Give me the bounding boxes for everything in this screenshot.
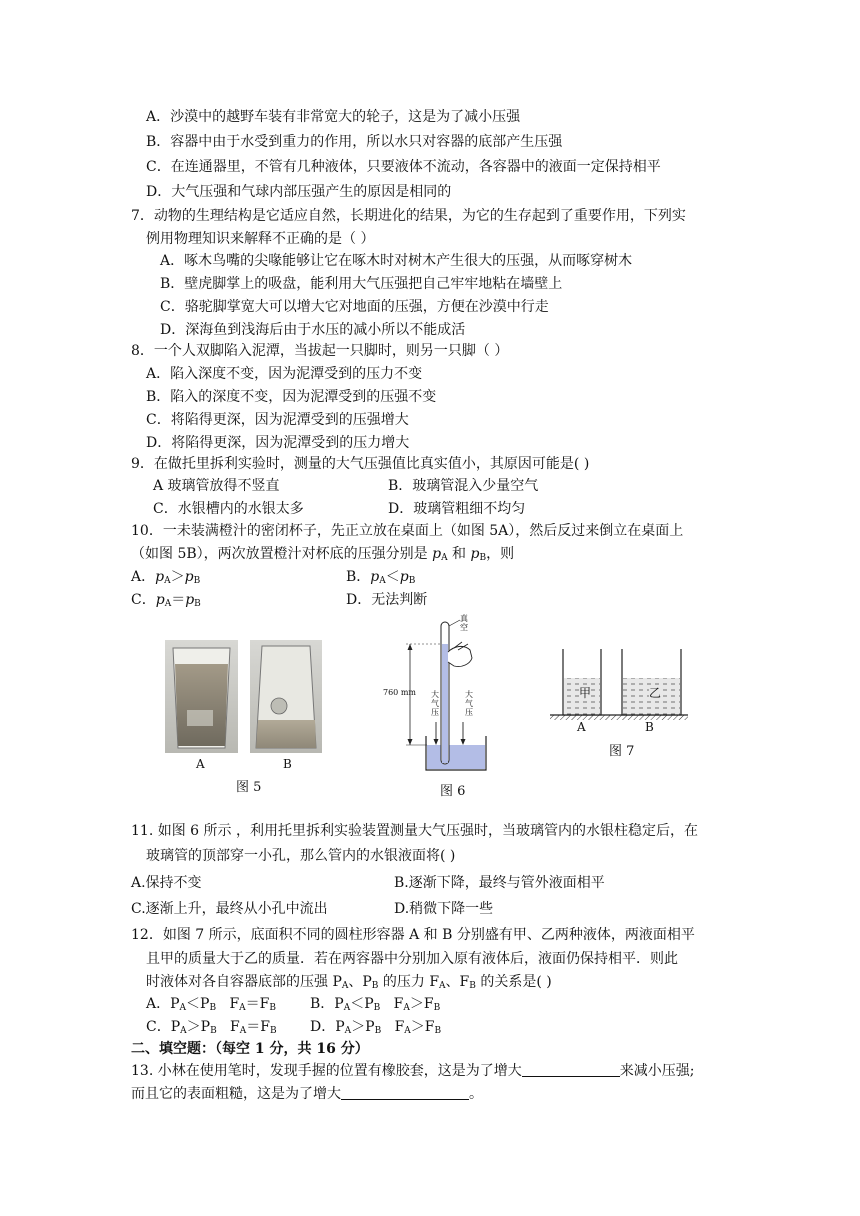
q11-option-a: A.保持不变: [131, 875, 202, 891]
q11-option-b: B.逐渐下降，最终与管外液面相平: [394, 875, 605, 891]
figure-5-label-b: B: [283, 757, 292, 771]
figure-7-label-b: B: [645, 720, 654, 734]
q10-option-b: B．$p_A<p_B$: [346, 569, 416, 586]
cup-a-juice: [175, 664, 228, 746]
figure-5-label-a: A: [196, 757, 205, 771]
q13-line1: 13. 小林在使用笔时，发现手握的位置有橡胶套，这是为了增大 来减小压强;: [131, 1063, 695, 1079]
vacuum-pointer: [449, 620, 460, 626]
figure-5-cups: [165, 640, 325, 760]
figure-6-height-label: 760 mm: [383, 688, 416, 697]
table-surface-hatch: [550, 715, 688, 720]
q12-stem-line3: 时液体对各自容器底部的压强 $P_A$、$P_B$ 的压力 $F_A$、$F_B$ 的关系是( ): [146, 974, 552, 991]
q12-stem-line2: 且甲的质量大于乙的质量．若在两容器中分别加入原有液体后，液面仍保持相平．则此: [146, 951, 678, 967]
q9-option-c: C．水银槽内的水银太多: [153, 501, 304, 517]
q10-option-c: C．$p_A=p_B$: [131, 592, 201, 609]
q8-stem: 8．一个人双脚陷入泥潭，当拔起一只脚时，则另一只脚（ ）: [131, 343, 509, 359]
q7-option-d: D．深海鱼到浅海后由于水压的减小所以不能成活: [160, 322, 466, 338]
q8-option-a: A．陷入深度不变，因为泥潭受到的压力不变: [146, 366, 423, 382]
figure-6-caption: 图 6: [440, 784, 466, 799]
q10-stem-line1: 10．一未装满橙汁的密闭杯子，先正立放在桌面上（如图 5A），然后反过来倒立在桌面上: [131, 523, 684, 539]
q12-option-a: A．$P_A<P_B$ $F_A=F_B$: [146, 996, 277, 1013]
figure-5-caption: 图 5: [236, 780, 262, 795]
q11-option-c: C.逐渐上升，最终从小孔中流出: [131, 901, 328, 917]
q9-option-a: A 玻璃管放得不竖直: [153, 478, 280, 494]
q7-stem-line1: 7．动物的生理结构是它适应自然，长期进化的结果，为它的生存起到了重要作用，下列实: [131, 208, 686, 224]
hand-sketch: [448, 646, 472, 666]
q6-option-a: A．沙漠中的越野车装有非常宽大的轮子，这是为了减小压强: [146, 109, 521, 125]
cup-b-logo: [271, 698, 287, 714]
q11-stem-line1: 11. 如图 6 所示 ，利用托里拆利实验装置测量大气压强时，当玻璃管内的水银柱稳定后，在: [131, 823, 698, 839]
q12-option-b: B．$P_A<P_B$ $F_A>F_B$: [310, 996, 441, 1013]
q8-option-b: B．陷入的深度不变，因为泥潭受到的压强不变: [146, 389, 437, 405]
q12-option-d: D．$P_A>P_B$ $F_A>F_B$: [310, 1019, 442, 1036]
q11-stem-line2: 玻璃管的顶部穿一小孔，那么管内的水银液面将( ): [146, 848, 456, 864]
q9-option-d: D．玻璃管粗细不均匀: [388, 501, 526, 517]
figure-6-atm-left-label: 大气压: [431, 690, 439, 717]
q13-blank-1[interactable]: [522, 1062, 620, 1077]
q6-option-d: D．大气压强和气球内部压强产生的原因是相同的: [146, 184, 452, 200]
figure-7-liquid-b-label: 乙: [649, 686, 662, 700]
q7-stem-line2: 例用物理知识来解释不正确的是（ ）: [146, 231, 375, 247]
tube-mercury-column: [442, 644, 448, 763]
q12-option-c: C．$P_A>P_B$ $F_A=F_B$: [146, 1019, 277, 1036]
q7-option-c: C．骆驼脚掌宽大可以增大它对地面的压强，方便在沙漠中行走: [160, 299, 549, 315]
figure-6-vacuum-label: 真空: [460, 614, 468, 632]
figure-7-caption: 图 7: [609, 744, 635, 759]
q9-option-b: B．玻璃管混入少量空气: [388, 478, 539, 494]
figure-7-label-a: A: [577, 720, 586, 734]
q7-option-b: B．壁虎脚掌上的吸盘，能利用大气压强把自己牢牢地粘在墙壁上: [160, 276, 563, 292]
q10-stem-line2: （如图 5B），两次放置橙汁对杯底的压强分别是 $p_A$ 和 $p_B$，则: [131, 546, 515, 563]
q11-option-d: D.稍微下降一些: [394, 901, 494, 917]
figure-6-atm-right-label: 大气压: [465, 690, 473, 717]
cup-a-label: [187, 710, 213, 726]
atm-arrowhead-right: [461, 739, 466, 745]
section-2-heading: 二、填空题：（每空 1 分，共 16 分）: [131, 1041, 369, 1057]
q7-option-a: A．啄木鸟嘴的尖喙能够让它在啄木时对树木产生很大的压强，从而啄穿树木: [160, 253, 633, 269]
q13-blank-2[interactable]: [341, 1085, 469, 1100]
atm-arrowhead-left: [434, 739, 439, 745]
trough-mercury: [427, 745, 485, 769]
q8-option-d: D．将陷得更深，因为泥潭受到的压力增大: [146, 435, 410, 451]
q6-option-c: C．在连通器里，不管有几种液体，只要液体不流动，各容器中的液面一定保持相平: [146, 159, 661, 175]
figure-7-containers: [550, 645, 690, 725]
cup-b-juice: [256, 720, 316, 748]
q13-line2: 而且它的表面粗糙，这是为了增大 。: [131, 1086, 483, 1102]
figure-7-liquid-a-label: 甲: [579, 686, 592, 700]
height-arrow-top: [408, 644, 413, 650]
height-arrow-bottom: [408, 739, 413, 745]
q6-option-b: B．容器中由于水受到重力的作用，所以水只对容器的底部产生压强: [146, 134, 563, 150]
q10-option-a: A．$p_A>p_B$: [131, 569, 201, 586]
q8-option-c: C．将陷得更深，因为泥潭受到的压强增大: [146, 412, 409, 428]
q9-stem: 9．在做托里拆利实验时，测量的大气压强值比真实值小，其原因可能是( ): [131, 456, 590, 472]
q12-stem-line1: 12．如图 7 所示，底面积不同的圆柱形容器 A 和 B 分别盛有甲、乙两种液体，两液面相平: [131, 927, 695, 943]
q10-option-d: D．无法判断: [346, 592, 428, 608]
figure-6-torricelli-apparatus: [392, 618, 502, 778]
